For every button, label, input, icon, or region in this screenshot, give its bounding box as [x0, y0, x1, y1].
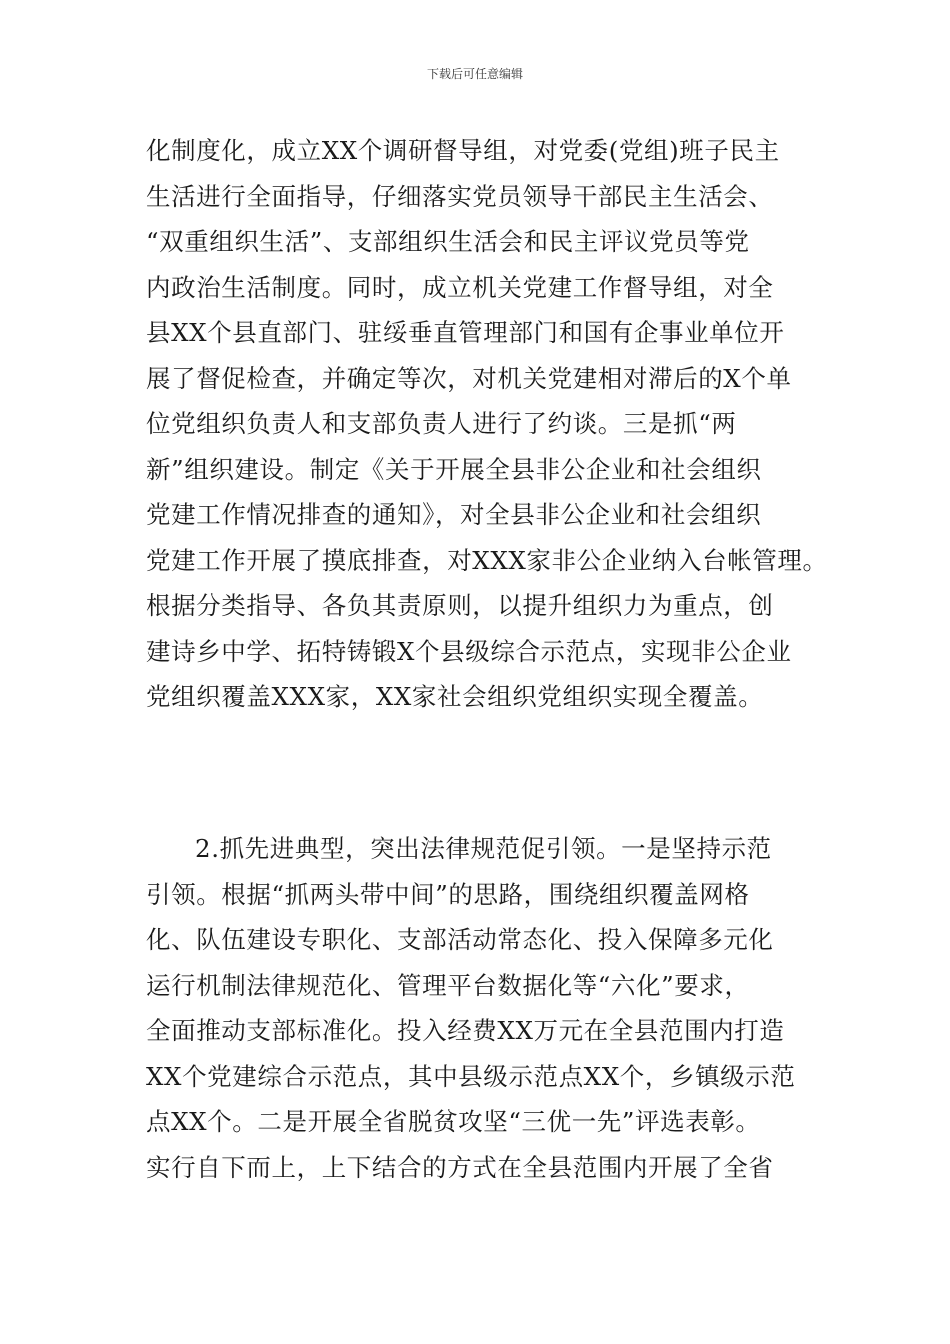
text-line: 建诗乡中学、拓特铸锻X个县级综合示范点，实现非公企业: [146, 636, 792, 666]
text-line: “双重组织生活”、支部组织生活会和民主评议党员等党: [146, 227, 750, 256]
text-line: 化、队伍建设专职化、支部活动常态化、投入保障多元化: [146, 925, 774, 954]
text-line: 党组织覆盖XXX家，XX家社会组织党组织实现全覆盖。: [146, 682, 764, 711]
text-line: 位党组织负责人和支部负责人进行了约谈。三是抓“两: [146, 409, 737, 438]
text-line: 党建工作情况排查的通知》，对全县非公企业和社会组织: [146, 500, 762, 529]
text-line: 实行自下而上，上下结合的方式在全县范围内开展了全省: [146, 1152, 774, 1182]
text-line: 党建工作开展了摸底排查，对XXX家非公企业纳入台帐管理。: [146, 545, 828, 575]
text-line: 内政治生活制度。同时，成立机关党建工作督导组，对全: [146, 272, 774, 302]
text-line: 运行机制法律规范化、管理平台数据化等“六化”要求，: [146, 970, 750, 1000]
text-line: 引领。根据“抓两头带中间”的思路，围绕组织覆盖网格: [146, 879, 750, 909]
text-line: 全面推动支部标准化。投入经费XX万元在全县范围内打造: [146, 1016, 785, 1045]
text-line: 县XX个县直部门、驻绥垂直管理部门和国有企事业单位开: [146, 318, 785, 347]
text-line: 展了督促检查，并确定等次，对机关党建相对滞后的X个单: [146, 363, 792, 393]
paragraph-2: [146, 826, 826, 1190]
text-line: 新”组织建设。制定《关于开展全县非公企业和社会组织: [146, 454, 762, 484]
text-line: 生活进行全面指导，仔细落实党员领导干部民主生活会、: [146, 181, 774, 211]
page-header: 下载后可任意编辑: [426, 67, 523, 81]
text-line: XX个党建综合示范点，其中县级示范点XX个，乡镇级示范: [146, 1061, 796, 1091]
text-line: 2.抓先进典型，突出法律规范促引领。一是坚持示范: [195, 834, 772, 863]
text-line: 化制度化，成立XX个调研督导组，对党委(党组)班子民主: [146, 136, 780, 165]
paragraph-1: [146, 128, 826, 720]
text-line: 根据分类指导、各负其责原则，以提升组织力为重点，创: [146, 591, 774, 620]
text-line: 点XX个。二是开展全省脱贫攻坚“三优一先”评选表彰。: [146, 1107, 761, 1136]
